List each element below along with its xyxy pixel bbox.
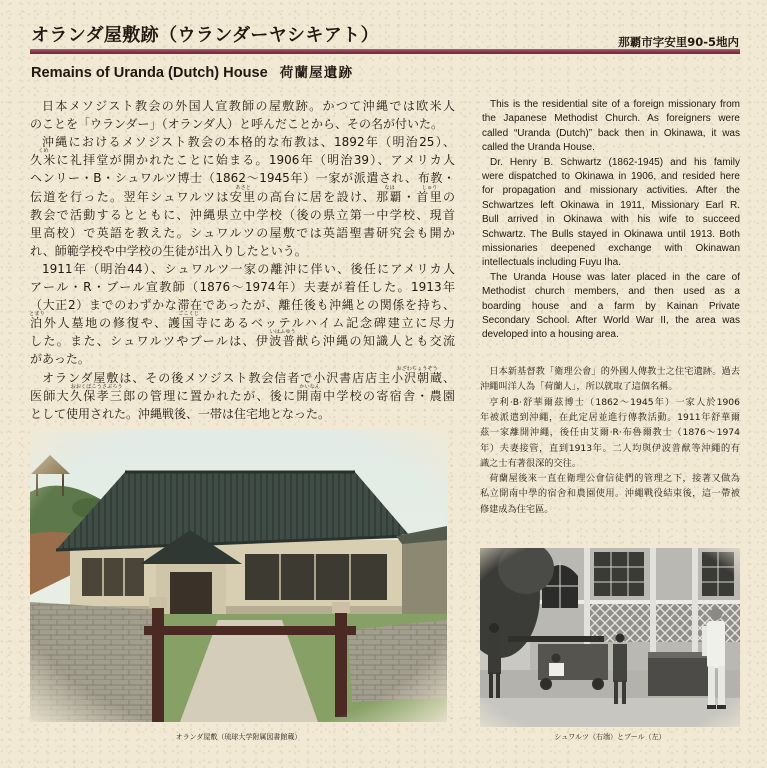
ruby-annotated-word — [296, 383, 324, 403]
japanese-text-line: 教会で活動するとともに、沖縄県立中学校（後の県立第一中学校、現首 — [30, 207, 455, 222]
japanese-text-line — [30, 383, 455, 405]
photo-caption-right: シュワルツ（右端）とブール（左） — [554, 733, 666, 741]
english-text-line: Schwartzes left Okinawa in 1911, Missionary Earl R. — [482, 199, 740, 211]
page-title: オランダ屋敷跡（ウランダーヤシキアト） — [31, 25, 379, 46]
text-segment: にあるベッテルハイム記念碑建立に尽力 — [209, 316, 455, 331]
chinese-text-line: 日本新基督教「衛理公會」的外國人傳教士之住宅遺跡。過去 — [489, 366, 740, 377]
text-segment: した。また、シュワルツやブールは、 — [30, 334, 256, 349]
japanese-text-line: アール・R・ブール宣教師（1876～1974年）夫妻が着任した。1913年 — [30, 280, 455, 294]
text-segment: ・ — [402, 189, 417, 204]
english-text-line: for propagation and missionary activities. After the — [482, 185, 740, 197]
ruby-base: 泊 — [30, 316, 44, 331]
english-text-line: boarding house and a farm by Kainan Private — [482, 300, 740, 312]
ruby-annotated-word — [416, 184, 443, 204]
chinese-text-line: 茲一家離開沖繩，後任由艾爾·R·布魯爾教士（1876～1974 — [480, 427, 740, 439]
text-segment: ら沖縄の知識人とも交流 — [309, 334, 455, 349]
text-segment: に礼拝堂が開かれたことに始まる。1906年（明治39）、アメリカ人 — [56, 153, 455, 168]
furigana: ごこくじ — [178, 311, 200, 318]
ruby-annotated-word — [30, 148, 57, 168]
chinese-text-line: 私立開南中學的宿舍和農園使用。沖繩戰役結束後，這一帶被 — [480, 488, 740, 500]
subtitle — [31, 61, 353, 84]
japanese-text-line: （大正2）までのわずかな滞在であったが、離任後も沖縄との関係を持ち、 — [30, 298, 455, 313]
english-text-line: The Uranda House was later placed in the care of — [490, 271, 740, 283]
english-text-line: developed into a housing area. — [482, 329, 619, 341]
photo-schwartz-and-bull — [480, 548, 740, 727]
furigana: かいなん — [299, 383, 321, 390]
english-text-line: Methodist church members, and then used as a — [482, 286, 740, 298]
text-segment: 、 — [442, 370, 455, 385]
ruby-base: 首里 — [416, 189, 443, 204]
title-divider-bar — [30, 49, 740, 54]
english-text-line: Schwartz. The Bulls stayed in Okinawa until 1913. Both — [482, 228, 740, 240]
ruby-annotated-word — [255, 329, 310, 349]
text-segment: 医師 — [30, 388, 57, 403]
chinese-text-line: 荷蘭屋後來一直在衛理公會信徒們的管理之下，接著又做為 — [489, 473, 740, 485]
text-segment: 伝道を行った。翌年シュワルツは — [30, 189, 230, 204]
japanese-text-line: があった。 — [30, 352, 90, 367]
english-text-line: missionaries deepened exchange with Okinawan — [482, 243, 740, 254]
ruby-annotated-word — [391, 365, 443, 385]
photo-caption-left: オランダ屋敷（琉球大学附属図書館蔵） — [175, 733, 302, 741]
ruby-base: 那覇 — [376, 189, 403, 204]
chinese-text-line: 年）夫妻接管，直到1913年。二人均與伊波普猷等沖繩的有 — [480, 442, 740, 454]
english-text-line: called the Uranda House. — [482, 142, 595, 154]
english-text-line: the Japanese Methodist Church. As foreigners were — [482, 113, 740, 125]
furigana: とまり — [29, 311, 45, 318]
ruby-base: 大久保孝三郎 — [56, 388, 137, 403]
ruby-base: 開南 — [296, 388, 324, 403]
chinese-text-line: 沖繩叫洋人為「荷蘭人」，所以就取了這個名稱。 — [480, 381, 678, 393]
ruby-annotated-word — [29, 311, 45, 331]
text-segment: 外人墓地の修復や、 — [43, 316, 168, 331]
furigana: なは — [384, 184, 395, 191]
ruby-base: 久米 — [30, 153, 57, 168]
chinese-text-line: 年被派遣到沖繩，在此定居並進行傳教活動。1911年舒華爾 — [480, 411, 740, 423]
furigana: しゅり — [421, 184, 438, 191]
japanese-text-line: れ、師範学校や中学校の生徒が出入りしたという。 — [30, 243, 307, 258]
ruby-base: 伊波普猷 — [255, 334, 310, 349]
photo-vignette — [480, 548, 740, 727]
text-segment: オランダ屋敷は、その後メソジスト教会信者で小沢書店店主 — [42, 370, 392, 385]
japanese-text-line: 日本メソジスト教会の外国人宣教師の屋敷跡。かつて沖縄では欧米人 — [42, 99, 455, 113]
english-text-line: Dr. Henry B. Schwartz (1862-1945) and his family — [490, 156, 740, 168]
chinese-text-line: 亨利·B·舒華爾茲博士（1862～1945年）一家人於1906 — [489, 396, 740, 408]
chinese-text-line: 識之士有著很深的交往。 — [480, 457, 582, 469]
site-address: 那覇市字安里90-5地内 — [618, 35, 739, 49]
photo-uranda-house — [30, 430, 447, 722]
japanese-text-line — [30, 148, 455, 169]
ruby-base: 安里 — [229, 189, 257, 204]
photo-vignette — [30, 430, 447, 722]
furigana: いはふゆう — [269, 329, 296, 336]
japanese-text-line — [30, 184, 455, 206]
furigana: あさと — [235, 184, 251, 191]
japanese-text-line: ヘンリー・B・シュワルツ博士（1862～1945年）一家が派遣され、布教・ — [30, 171, 455, 186]
japanese-text-line: 1911年（明治44）、シュワルツ一家の離沖に伴い、後任にアメリカ人 — [42, 261, 455, 276]
english-text-line: were dispatched to Okinawa in 1906, and resided here — [482, 171, 740, 182]
text-segment: 中学校の寄宿舎・農園 — [323, 388, 455, 403]
english-text-line: called “Uranda (Dutch)” back then in Okinawa, it was — [482, 127, 740, 139]
text-segment: の高台に居を設け、 — [256, 189, 377, 204]
ruby-annotated-word — [229, 184, 257, 204]
chinese-title: 荷蘭屋遺跡 — [279, 65, 354, 81]
furigana: おざわちょうぞう — [396, 365, 438, 372]
english-text-line: intellectuals including Fuyu Iha. — [482, 257, 621, 269]
ruby-base: 護国寺 — [167, 316, 210, 331]
text-segment: の — [442, 189, 455, 204]
japanese-text-line: のことを「ウランダー」（オランダ人）と呼んだことから、その名が付いた。 — [30, 117, 444, 132]
english-title: Remains of Uranda (Dutch) House — [31, 65, 268, 81]
furigana: くめ — [38, 148, 49, 155]
japanese-text-line — [29, 311, 455, 332]
japanese-text-line: 里高校）で英語を教えた。シュワルツの屋敷では英語聖書研究会も開か — [30, 225, 455, 240]
ruby-annotated-word — [56, 383, 137, 403]
japanese-text-line — [30, 329, 455, 350]
ruby-annotated-word — [376, 184, 403, 204]
english-text-line: Secondary School. After World War II, the area was — [482, 315, 740, 326]
ruby-base: 小沢朝蔵 — [391, 370, 443, 385]
english-text-line: This is the residential site of a foreign missionary from — [490, 99, 740, 110]
english-text-line: Bull arrived in Okinawa with his wife to succeed — [482, 214, 740, 226]
ruby-annotated-word — [167, 311, 210, 331]
chinese-text-line: 修建成為住宅區。 — [480, 503, 554, 515]
text-segment: の管理に置かれたが、後に — [136, 388, 297, 403]
furigana: おおくぼこうさぶろう — [70, 383, 123, 390]
japanese-text-line: 沖縄におけるメソジスト教会の本格的な布教は、1892年（明治25）、 — [42, 135, 455, 150]
japanese-text-line: として使用された。沖縄戦後、一帯は住宅地となった。 — [30, 406, 331, 421]
